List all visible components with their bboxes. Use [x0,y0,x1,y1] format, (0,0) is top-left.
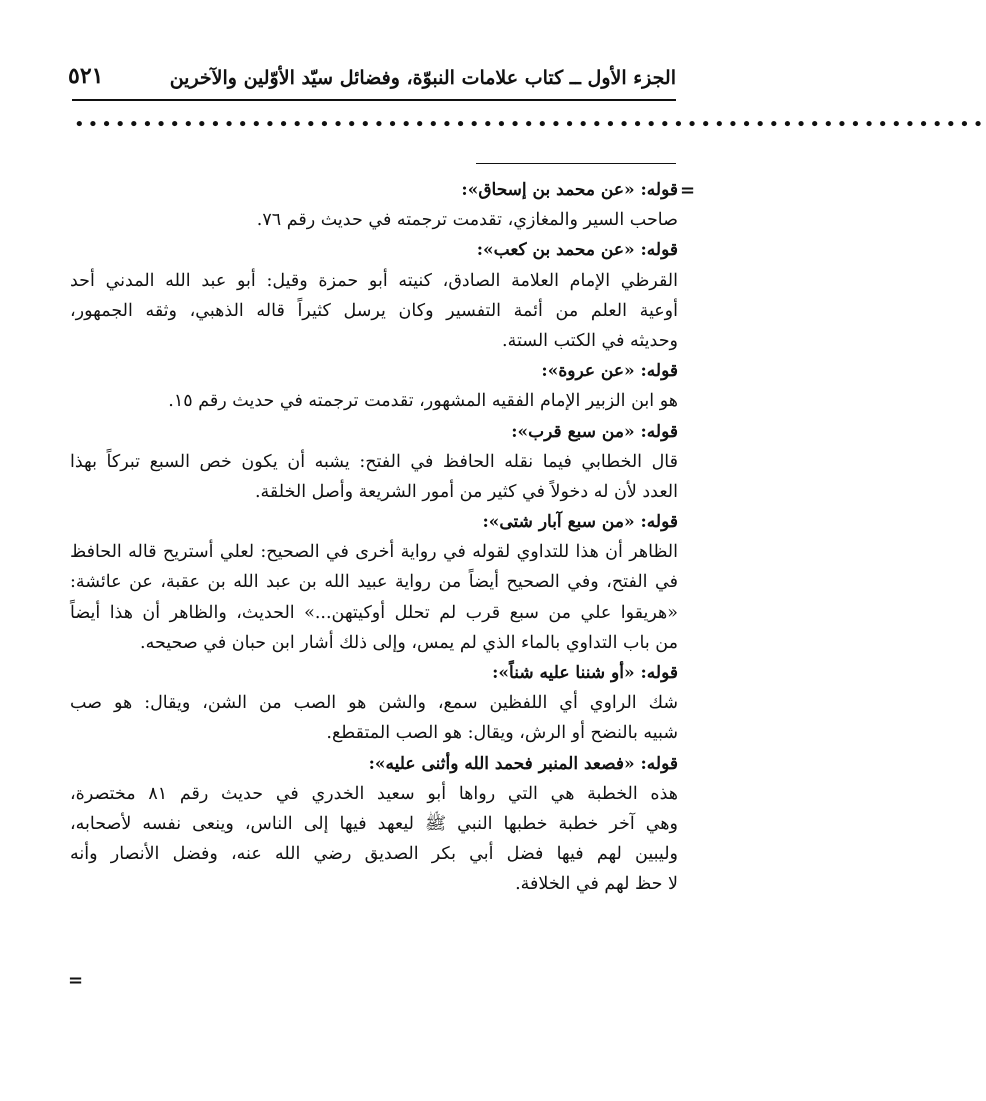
running-header-title: الجزء الأول ــ كتاب علامات النبوّة، وفضائل سيّد الأوّلين والآخرين [169,67,676,89]
text-line: شك الراوي أي اللفظين سمع، والشن هو الصب من الشن، ويقال: هو صب [70,693,678,714]
text-line: في الفتح، وفي الصحيح أيضاً من رواية عبيد الله بن عبد الله بن عقبة، عن عائشة: [70,572,678,593]
text-line: هو ابن الزبير الإمام الفقيه المشهور، تقدمت ترجمته في حديث رقم ١٥. [168,391,678,412]
section-heading: قوله: «من سبع آبار شتى»: [482,512,678,533]
text-line: لا حظ لهم في الخلافة. [515,874,678,895]
text-line: هذه الخطبة هي التي رواها أبو سعيد الخدري في حديث رقم ٨١ مختصرة، [70,783,678,804]
text-line: الظاهر أن هذا للتداوي لقوله في رواية أخرى في الصحيح: لعلي أستريح قاله الحافظ [70,542,678,563]
text-line: قال الخطابي فيما نقله الحافظ في الفتح: يشبه أن يكون خص السبع تبركاً بهذا [70,451,678,472]
section-heading: قوله: «عن محمد بن كعب»: [476,240,678,261]
commentary-rule [476,163,676,164]
section-heading: قوله: «من سبع قرب»: [511,421,678,442]
text-line: وهي آخر خطبة خطبها النبي ﷺ ليعهد فيها إلى الناس، وينعى نفسه لأصحابه، [70,813,678,834]
section-heading: قوله: «أو شننا عليه شناً»: [492,663,678,683]
page-number: ٥٢١ [68,63,104,89]
text-line: أوعية العلم من أئمة التفسير وكان يرسل كثيراً قاله الذهبي، وثقه الجمهور، [70,300,678,321]
text-line: من باب التداوي بالماء الذي لم يمس، وإلى ذلك أشار ابن حبان في صحيحه. [140,632,678,653]
text-line: «هريقوا علي من سبع قرب لم تحلل أوكيتهن...» الحديث، والظاهر أن هذا أيضاً [70,602,678,623]
section-heading: قوله: «عن محمد بن إسحاق»: [461,180,678,200]
margin-mark-top: = [680,180,696,201]
section-heading: قوله: «فصعد المنبر فحمد الله وأثنى عليه»: [368,753,678,774]
text-line: العدد لأن له دخولاً في كثير من أمور الشريعة وأصل الخلقة. [254,481,678,502]
section-heading: قوله: «عن عروة»: [541,361,678,382]
dotted-separator: ••••••••••••••••••••••••••••••••••••••••••••••••••••••••••••••••••• [74,114,986,135]
text-line: وليبين لهم فيها فضل أبي بكر الصديق رضي الله عنه، وفضل الأنصار وأنه [70,844,678,865]
text-line: القرظي الإمام العلامة الصادق، كنيته أبو حمزة وقيل: أبو عبد الله المدني أحد [70,270,678,291]
header-rule [72,99,676,101]
margin-mark-bottom: = [68,970,84,991]
text-line: صاحب السير والمغازي، تقدمت ترجمته في حديث رقم ٧٦. [256,210,678,231]
text-line: شبيه بالنضح أو الرش، ويقال: هو الصب المتقطع. [326,723,678,744]
text-line: وحديثه في الكتب الستة. [502,330,678,351]
commentary-body [70,175,678,900]
